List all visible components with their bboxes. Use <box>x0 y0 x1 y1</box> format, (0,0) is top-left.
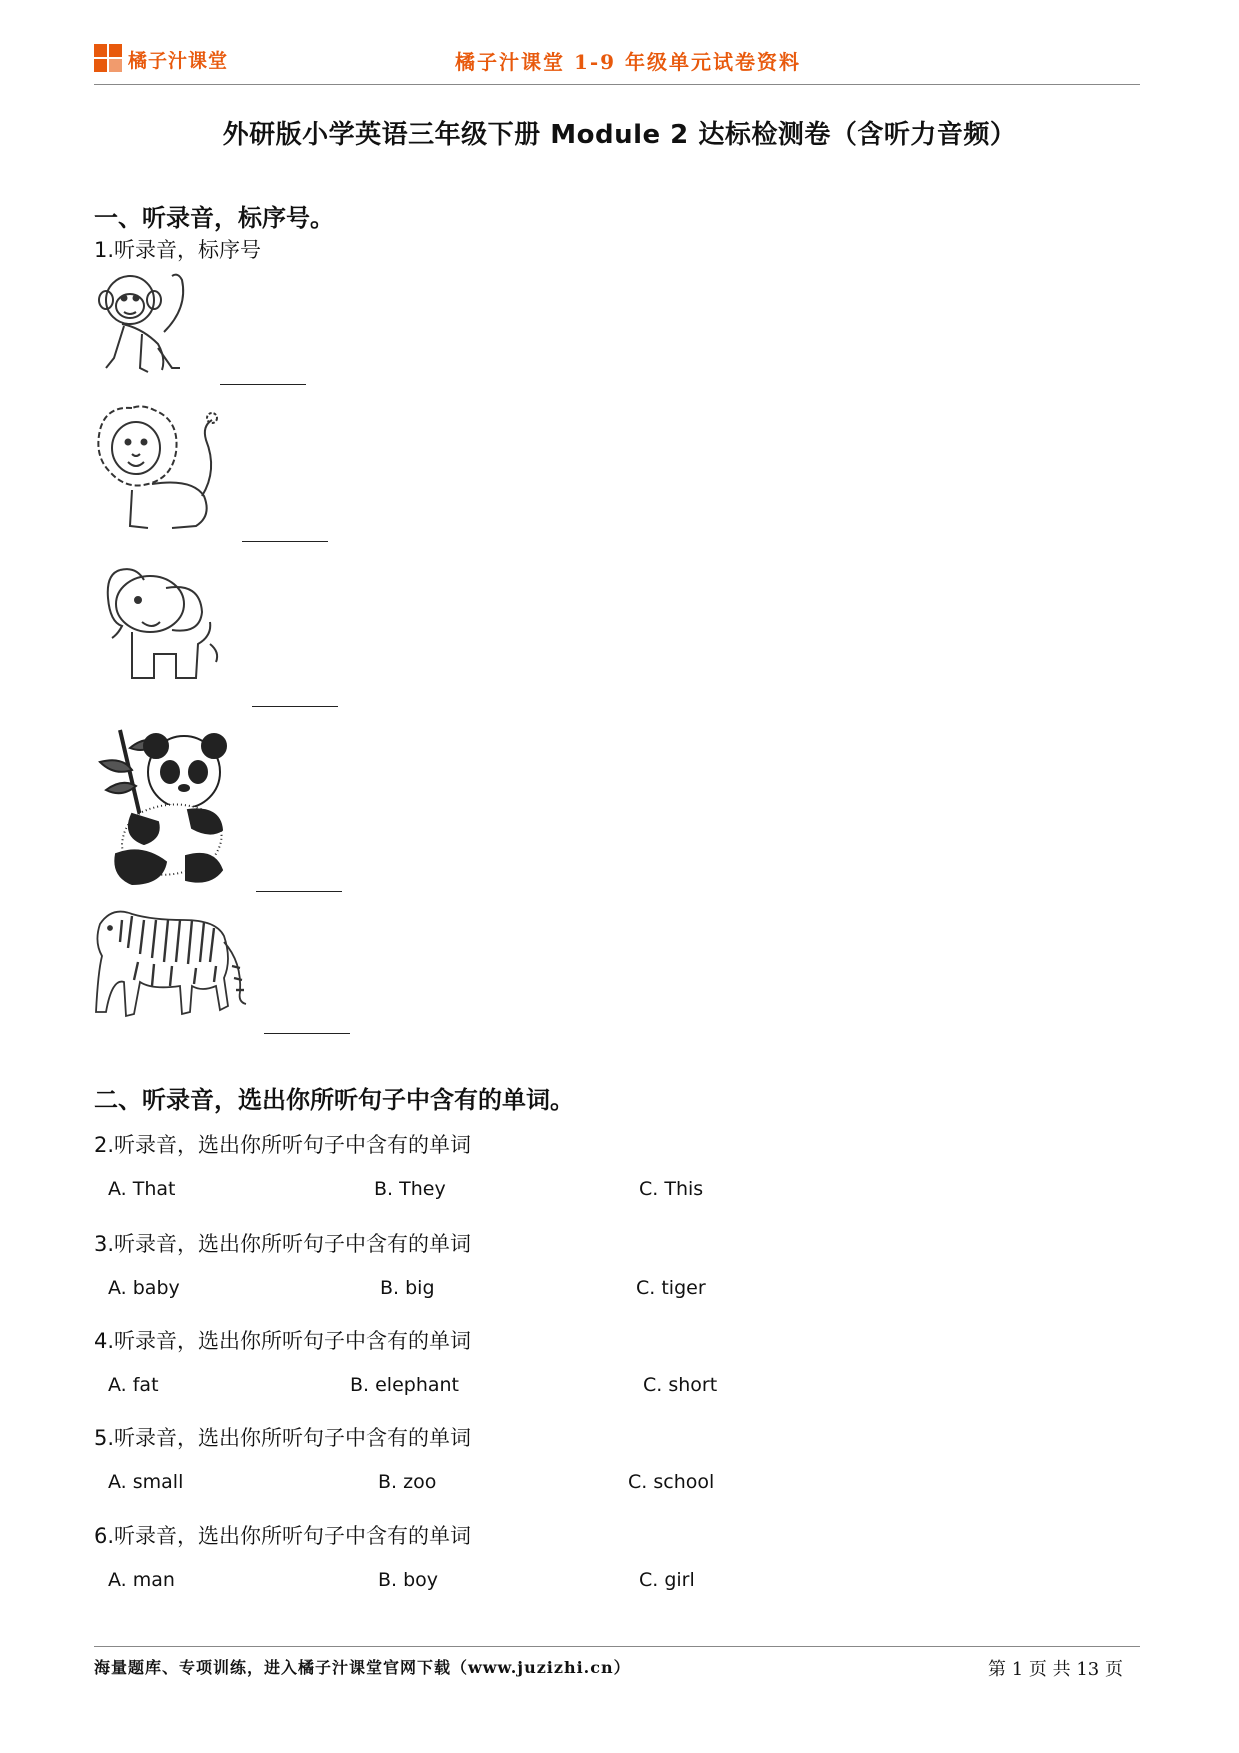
question-3-option-c[interactable]: C. tiger <box>636 1277 706 1299</box>
section1-heading: 一、听录音，标序号。 <box>94 204 334 232</box>
question-6-label: 6.听录音，选出你所听句子中含有的单词 <box>94 1524 472 1548</box>
answer-blank[interactable] <box>252 706 338 707</box>
question-4-option-a[interactable]: A. fat <box>108 1374 159 1396</box>
panda-picture-icon <box>92 726 242 888</box>
question-3-option-a[interactable]: A. baby <box>108 1277 180 1299</box>
monkey-picture-icon <box>92 268 202 380</box>
question-6-option-a[interactable]: A. man <box>108 1569 175 1591</box>
answer-blank[interactable] <box>220 384 306 385</box>
question-2-option-c[interactable]: C. This <box>639 1178 704 1200</box>
question-2-label: 2.听录音，选出你所听句子中含有的单词 <box>94 1133 472 1157</box>
brand-name: 橘子汁课堂 <box>128 50 229 72</box>
footer-divider <box>94 1646 1140 1647</box>
question-5-option-b[interactable]: B. zoo <box>378 1471 437 1493</box>
question-5-option-c[interactable]: C. school <box>628 1471 715 1493</box>
question-4-option-b[interactable]: B. elephant <box>350 1374 460 1396</box>
elephant-picture-icon <box>92 564 232 696</box>
question-4-label: 4.听录音，选出你所听句子中含有的单词 <box>94 1329 472 1353</box>
question-2-option-a[interactable]: A. That <box>108 1178 176 1200</box>
question-2-option-b[interactable]: B. They <box>374 1178 446 1200</box>
section2-heading: 二、听录音，选出你所听句子中含有的单词。 <box>94 1086 574 1114</box>
question-3-label: 3.听录音，选出你所听句子中含有的单词 <box>94 1232 472 1256</box>
header-title: 橘子汁课堂 1-9 年级单元试卷资料 <box>455 50 802 74</box>
tiger-picture-icon <box>92 902 252 1026</box>
question-3-option-b[interactable]: B. big <box>380 1277 435 1299</box>
lion-picture-icon <box>92 400 226 536</box>
question-5-label: 5.听录音，选出你所听句子中含有的单词 <box>94 1426 472 1450</box>
footer-note: 海量题库、专项训练，进入橘子汁课堂官网下载（www.juzizhi.cn） <box>94 1658 631 1677</box>
question-1-label: 1.听录音，标序号 <box>94 238 262 262</box>
question-4-option-c[interactable]: C. short <box>643 1374 718 1396</box>
question-6-option-b[interactable]: B. boy <box>378 1569 439 1591</box>
question-5-option-a[interactable]: A. small <box>108 1471 184 1493</box>
header-divider <box>94 84 1140 85</box>
answer-blank[interactable] <box>242 541 328 542</box>
page-title: 外研版小学英语三年级下册 Module 2 达标检测卷（含听力音频） <box>222 120 1017 150</box>
answer-blank[interactable] <box>264 1033 350 1034</box>
brand-logo-icon <box>94 44 124 74</box>
page-number: 第 1 页 共 13 页 <box>988 1659 1123 1680</box>
answer-blank[interactable] <box>256 891 342 892</box>
question-6-option-c[interactable]: C. girl <box>639 1569 695 1591</box>
